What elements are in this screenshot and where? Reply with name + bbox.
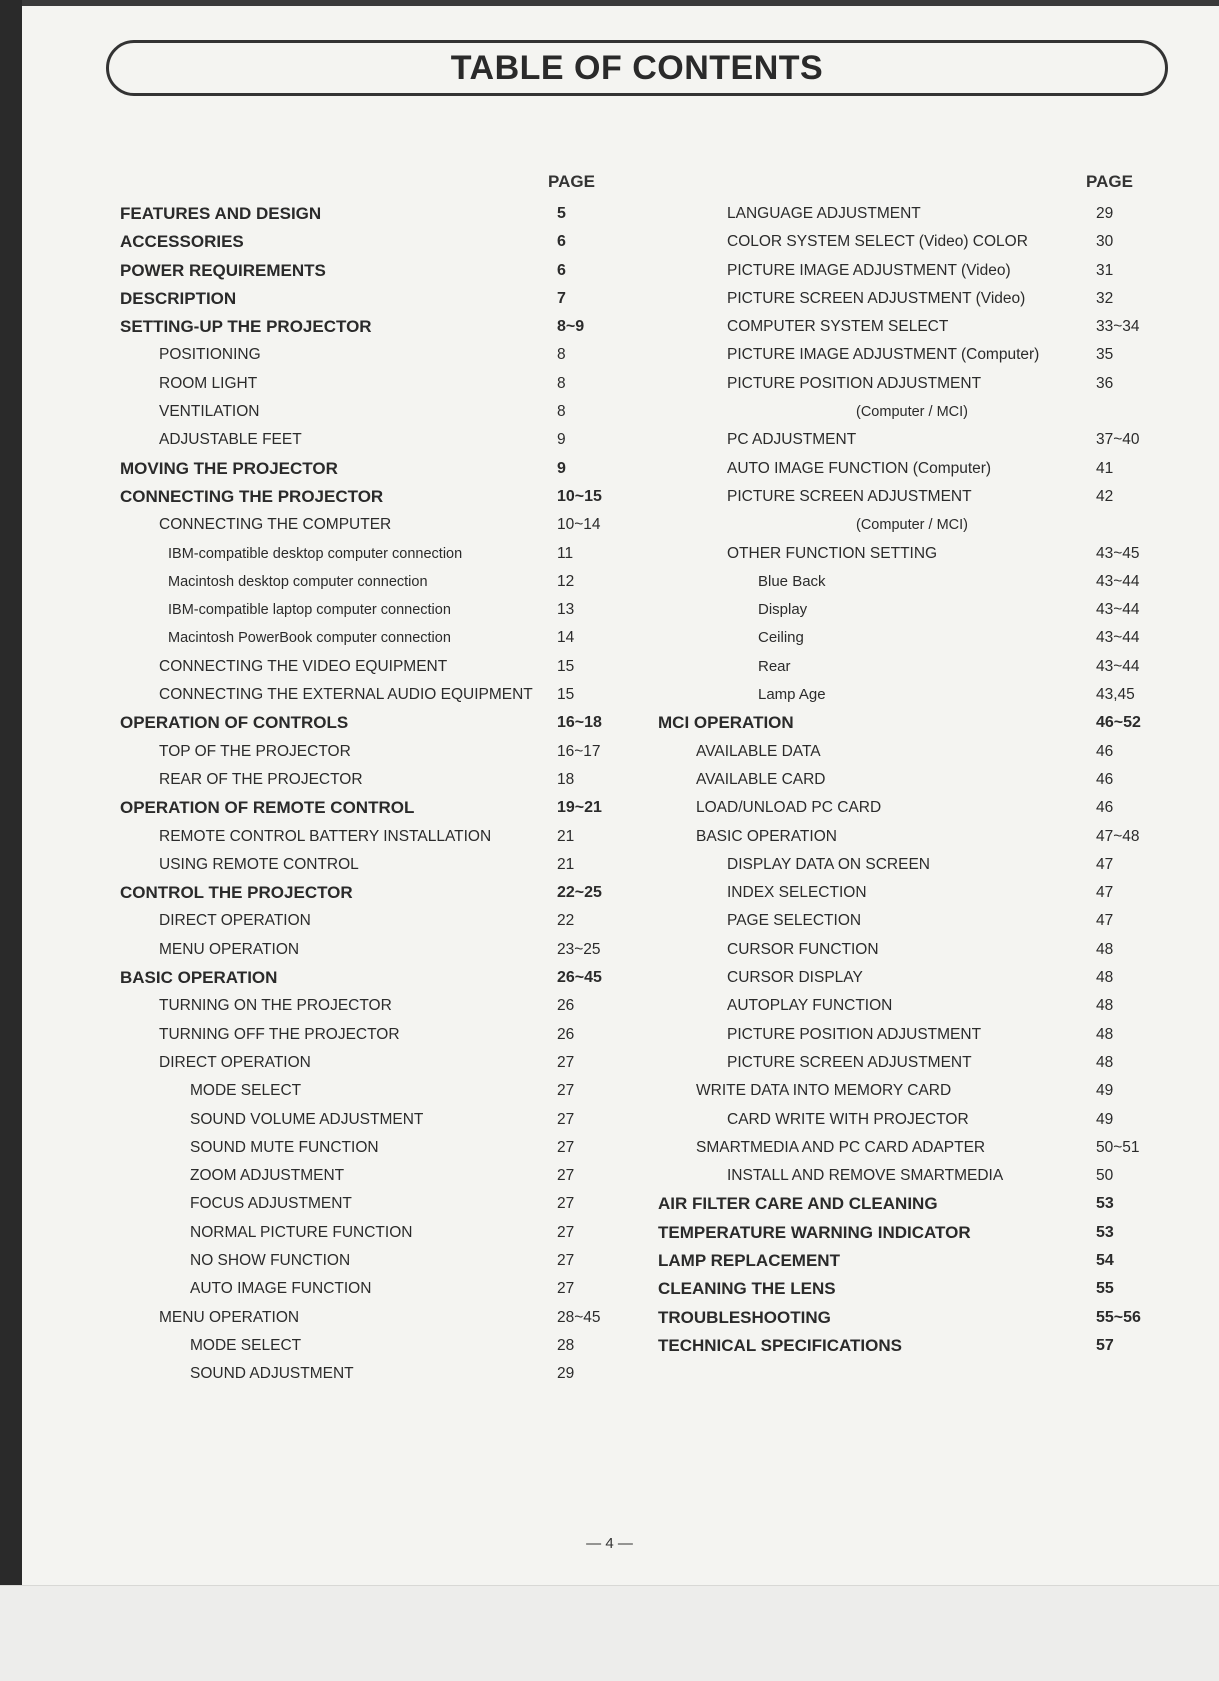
- toc-subsection-entry: [656, 285, 1156, 313]
- toc-entry-label: POSITIONING: [159, 346, 261, 364]
- toc-entry-page: 30: [1096, 233, 1114, 251]
- toc-entry-page: 31: [1096, 261, 1114, 279]
- toc-subsection-entry: [656, 794, 1156, 822]
- toc-entry-label: AVAILABLE CARD: [696, 770, 826, 788]
- toc-entry-label: CONNECTING THE VIDEO EQUIPMENT: [159, 657, 448, 675]
- toc-entry-label: PICTURE IMAGE ADJUSTMENT (Video): [727, 261, 1011, 279]
- toc-subsection-entry: [120, 1106, 620, 1134]
- toc-subsection-entry: [656, 426, 1156, 454]
- toc-entry-label: IBM-compatible desktop computer connection: [168, 545, 463, 562]
- toc-subsection-entry: [656, 624, 1156, 652]
- toc-entry-label: MODE SELECT: [190, 1082, 302, 1100]
- toc-subsection-entry: [656, 907, 1156, 935]
- toc-entry-page: 8: [557, 374, 566, 392]
- toc-entry-label: MCI OPERATION: [658, 713, 794, 733]
- toc-subsection-entry: [120, 1360, 620, 1388]
- toc-entry-label: DESCRIPTION: [120, 288, 237, 308]
- toc-entry-page: 46: [1096, 770, 1114, 788]
- toc-entry-label: ACCESSORIES: [120, 232, 244, 252]
- toc-entry-page: 48: [1096, 969, 1114, 987]
- toc-entry-page: 27: [557, 1082, 575, 1100]
- toc-entry-page: 49: [1096, 1082, 1114, 1100]
- toc-entry-page: 55~56: [1096, 1308, 1141, 1326]
- toc-subsection-entry: [656, 766, 1156, 794]
- toc-entry-label: PICTURE POSITION ADJUSTMENT: [727, 1025, 982, 1043]
- toc-section-entry: [120, 483, 620, 511]
- toc-entry-label: Rear: [758, 657, 791, 675]
- toc-entry-label: FOCUS ADJUSTMENT: [190, 1195, 352, 1213]
- toc-entry-label: AIR FILTER CARE AND CLEANING: [658, 1194, 938, 1214]
- toc-entry-page: 29: [1096, 205, 1114, 222]
- toc-entry-page: 22: [557, 912, 575, 930]
- toc-subsection-entry: [656, 1106, 1156, 1134]
- toc-subsection-entry: [120, 1049, 620, 1077]
- toc-entry-label: VENTILATION: [159, 403, 260, 421]
- toc-entry-page: 43~44: [1096, 601, 1140, 619]
- toc-subsection-entry: [656, 1077, 1156, 1105]
- toc-entry-label: (Computer / MCI): [856, 404, 968, 421]
- toc-entry-page: 12: [557, 572, 575, 590]
- toc-section-entry: [120, 200, 620, 228]
- toc-subsection-entry: [656, 540, 1156, 568]
- toc-entry-label: CONTROL THE PROJECTOR: [120, 883, 353, 903]
- toc-section-entry: [120, 879, 620, 907]
- toc-subsection-entry: [656, 228, 1156, 256]
- toc-entry-page: 53: [1096, 1195, 1114, 1213]
- toc-entry-label: PICTURE POSITION ADJUSTMENT: [727, 374, 982, 392]
- toc-entry-label: TECHNICAL SPECIFICATIONS: [658, 1335, 902, 1355]
- toc-entry-page: 27: [557, 1138, 575, 1156]
- toc-entry-label: IBM-compatible laptop computer connection: [168, 602, 451, 619]
- toc-entry-label: CONNECTING THE PROJECTOR: [120, 486, 384, 506]
- toc-entry-label: TEMPERATURE WARNING INDICATOR: [658, 1222, 971, 1242]
- toc-entry-page: 11: [557, 544, 574, 562]
- toc-entry-label: MENU OPERATION: [159, 1308, 300, 1326]
- page-top-edge: [22, 0, 1219, 6]
- toc-subsection-entry: [120, 1190, 620, 1218]
- toc-entry-page: 43,45: [1096, 686, 1135, 704]
- toc-entry-label: ADJUSTABLE FEET: [159, 431, 302, 449]
- toc-subsection-entry: [120, 568, 620, 596]
- toc-entry-label: FEATURES AND DESIGN: [120, 204, 322, 223]
- toc-entry-page: 19~21: [557, 799, 602, 817]
- toc-subsection-entry: [120, 1134, 620, 1162]
- toc-section-entry: [120, 709, 620, 737]
- toc-entry-page: 28: [557, 1336, 575, 1354]
- toc-entry-label: DIRECT OPERATION: [159, 1053, 311, 1071]
- toc-subsection-entry: [120, 341, 620, 369]
- toc-subsection-entry: [120, 681, 620, 709]
- toc-section-entry: [656, 1304, 1156, 1332]
- toc-entry-label: Macintosh desktop computer connection: [168, 573, 428, 590]
- scan-bottom-margin: [0, 1585, 1219, 1681]
- toc-entry-page: 43~44: [1096, 572, 1140, 590]
- toc-subsection-entry: [120, 1162, 620, 1190]
- page-number-footer: — 4 —: [586, 1535, 633, 1552]
- toc-subsection-entry: [656, 1134, 1156, 1162]
- toc-entry-page: 48: [1096, 1053, 1114, 1071]
- toc-subsection-entry: [656, 992, 1156, 1020]
- toc-subsection-entry: [656, 823, 1156, 851]
- toc-entry-label: Blue Back: [758, 572, 826, 590]
- toc-entry-page: 48: [1096, 997, 1114, 1015]
- toc-entry-page: 27: [557, 1053, 575, 1071]
- title-banner: [106, 40, 1168, 96]
- toc-entry-page: 46: [1096, 742, 1114, 760]
- toc-left-entries: [120, 200, 620, 1388]
- toc-subsection-entry: [656, 455, 1156, 483]
- toc-entry-page: 8~9: [557, 318, 585, 336]
- toc-subsection-entry: [120, 1021, 620, 1049]
- toc-section-entry: [120, 964, 620, 992]
- toc-subsection-entry: [656, 1162, 1156, 1190]
- toc-entry-label: MODE SELECT: [190, 1336, 302, 1354]
- toc-section-entry: [120, 313, 620, 341]
- toc-subsection-entry: [120, 653, 620, 681]
- toc-entry-page: 50: [1096, 1167, 1114, 1185]
- toc-entry-page: 27: [557, 1251, 575, 1269]
- toc-entry-label: TOP OF THE PROJECTOR: [159, 742, 351, 760]
- toc-entry-label: SETTING-UP THE PROJECTOR: [120, 317, 372, 337]
- toc-entry-page: 47: [1096, 855, 1114, 873]
- toc-entry-page: 26~45: [557, 969, 602, 987]
- toc-entry-page: 48: [1096, 940, 1114, 958]
- toc-entry-page: 7: [557, 289, 566, 307]
- toc-entry-label: AVAILABLE DATA: [696, 742, 821, 760]
- toc-entry-page: 27: [557, 1167, 575, 1185]
- toc-entry-label: TURNING OFF THE PROJECTOR: [159, 1025, 400, 1043]
- toc-entry-page: 27: [557, 1280, 575, 1298]
- toc-entry-label: PICTURE SCREEN ADJUSTMENT (Video): [727, 289, 1026, 307]
- toc-section-entry: [656, 1219, 1156, 1247]
- toc-entry-page: 28~45: [557, 1308, 601, 1326]
- toc-entry-page: 35: [1096, 346, 1114, 364]
- toc-entry-page: 47~48: [1096, 827, 1140, 845]
- toc-subsection-entry: [656, 1021, 1156, 1049]
- page-title: TABLE OF CONTENTS: [450, 48, 824, 87]
- toc-section-entry: [656, 709, 1156, 737]
- toc-subsection-entry: [120, 1275, 620, 1303]
- toc-entry-label: PICTURE SCREEN ADJUSTMENT: [727, 1053, 972, 1071]
- toc-entry-page: 53: [1096, 1223, 1114, 1241]
- toc-entry-page: 55: [1096, 1280, 1114, 1298]
- toc-section-entry: [656, 1247, 1156, 1275]
- toc-entry-label: SOUND MUTE FUNCTION: [190, 1138, 379, 1156]
- toc-entry-page: 27: [557, 1195, 575, 1213]
- toc-entry-label: CLEANING THE LENS: [658, 1279, 836, 1299]
- toc-entry-label: DIRECT OPERATION: [159, 912, 311, 930]
- toc-subsection-entry: [656, 738, 1156, 766]
- toc-subsection-entry: [656, 341, 1156, 369]
- toc-entry-page: 42: [1096, 487, 1114, 505]
- toc-subsection-entry: [120, 936, 620, 964]
- toc-entry-label: CONNECTING THE COMPUTER: [159, 516, 392, 534]
- toc-entry-page: 26: [557, 1025, 575, 1043]
- toc-entry-page: 47: [1096, 884, 1114, 902]
- toc-subsection-entry: [656, 681, 1156, 709]
- toc-subsection-entry: [656, 851, 1156, 879]
- toc-entry-label: PICTURE IMAGE ADJUSTMENT (Computer): [727, 346, 1040, 364]
- toc-entry-label: BASIC OPERATION: [120, 968, 278, 988]
- toc-entry-label: PAGE SELECTION: [727, 912, 862, 930]
- toc-entry-label: Lamp Age: [758, 686, 826, 704]
- toc-entry-page: 48: [1096, 1025, 1114, 1043]
- toc-entry-label: MOVING THE PROJECTOR: [120, 458, 338, 478]
- toc-entry-page: 43~44: [1096, 629, 1140, 647]
- toc-entry-page: 8: [557, 403, 566, 421]
- toc-entry-label: Macintosh PowerBook computer connection: [168, 630, 451, 647]
- toc-subsection-entry: [656, 568, 1156, 596]
- toc-subsection-entry: [120, 540, 620, 568]
- toc-entry-label: WRITE DATA INTO MEMORY CARD: [696, 1082, 952, 1100]
- toc-subsection-entry: [656, 879, 1156, 907]
- toc-subsection-entry: [120, 851, 620, 879]
- toc-entry-page: 27: [557, 1110, 575, 1128]
- toc-entry-label: PICTURE SCREEN ADJUSTMENT: [727, 487, 972, 505]
- toc-entry-label: AUTO IMAGE FUNCTION (Computer): [727, 459, 992, 477]
- toc-subsection-entry: [656, 370, 1156, 398]
- toc-entry-label: ROOM LIGHT: [159, 374, 258, 392]
- toc-entry-label: REMOTE CONTROL BATTERY INSTALLATION: [159, 827, 492, 845]
- toc-subsection-entry: [120, 738, 620, 766]
- toc-entry-label: TROUBLESHOOTING: [658, 1307, 831, 1327]
- toc-subsection-entry: [656, 596, 1156, 624]
- toc-entry-label: BASIC OPERATION: [696, 827, 837, 845]
- toc-subsection-entry: [120, 992, 620, 1020]
- toc-entry-page: 41: [1096, 459, 1114, 477]
- toc-subsection-entry: [120, 1304, 620, 1332]
- toc-entry-page: 21: [557, 827, 575, 845]
- toc-entry-page: 15: [557, 686, 575, 704]
- toc-entry-page: 14: [557, 629, 575, 647]
- toc-subsection-entry: [120, 426, 620, 454]
- page-column-header-left: PAGE: [548, 172, 595, 191]
- toc-section-entry: [656, 1332, 1156, 1360]
- toc-entry-page: 26: [557, 997, 575, 1015]
- toc-section-entry: [120, 228, 620, 256]
- toc-entry-label: OPERATION OF CONTROLS: [120, 713, 349, 733]
- toc-entry-label: OPERATION OF REMOTE CONTROL: [120, 798, 415, 818]
- toc-entry-label: POWER REQUIREMENTS: [120, 260, 326, 280]
- toc-entry-page: 49: [1096, 1110, 1114, 1128]
- toc-subsection-entry: [120, 398, 620, 426]
- toc-subsection-entry: [656, 200, 1156, 228]
- page-binding-edge: [0, 0, 22, 1585]
- toc-entry-page: 29: [557, 1365, 575, 1383]
- toc-subsection-entry: [656, 936, 1156, 964]
- toc-entry-page: 8: [557, 346, 566, 364]
- toc-entry-label: AUTO IMAGE FUNCTION: [190, 1280, 372, 1298]
- toc-entry-page: 47: [1096, 912, 1114, 930]
- toc-entry-page: 23~25: [557, 940, 601, 958]
- toc-entry-page: 33~34: [1096, 318, 1140, 336]
- toc-entry-label: OTHER FUNCTION SETTING: [727, 544, 938, 562]
- toc-entry-label: CARD WRITE WITH PROJECTOR: [727, 1110, 969, 1128]
- toc-right-entries: [656, 200, 1156, 1360]
- toc-entry-page: 9: [557, 459, 566, 477]
- toc-entry-page: 46~52: [1096, 714, 1141, 732]
- toc-entry-page: 15: [557, 657, 575, 675]
- toc-entry-page: 10~15: [557, 487, 602, 505]
- toc-subsection-entry: [120, 596, 620, 624]
- toc-section-entry: [656, 1275, 1156, 1303]
- toc-entry-label: NORMAL PICTURE FUNCTION: [190, 1223, 413, 1241]
- toc-subsection-entry: [120, 766, 620, 794]
- toc-section-entry: [120, 285, 620, 313]
- toc-entry-label: SMARTMEDIA AND PC CARD ADAPTER: [696, 1138, 986, 1156]
- toc-subsection-entry: [120, 907, 620, 935]
- toc-entry-page: 37~40: [1096, 431, 1140, 449]
- toc-entry-page: 46: [1096, 799, 1114, 817]
- toc-entry-label: ZOOM ADJUSTMENT: [190, 1167, 345, 1185]
- toc-entry-label: REAR OF THE PROJECTOR: [159, 770, 363, 788]
- toc-entry-label: MENU OPERATION: [159, 940, 300, 958]
- toc-entry-label: Display: [758, 601, 808, 619]
- toc-subsection-entry: [120, 1247, 620, 1275]
- toc-entry-page: 43~44: [1096, 657, 1140, 675]
- toc-entry-page: 6: [557, 233, 566, 251]
- toc-subsection-entry: [656, 653, 1156, 681]
- toc-entry-page: 21: [557, 855, 575, 873]
- toc-entry-label: CONNECTING THE EXTERNAL AUDIO EQUIPMENT: [159, 686, 533, 704]
- toc-section-entry: [120, 794, 620, 822]
- toc-entry-label: LAMP REPLACEMENT: [658, 1250, 840, 1270]
- toc-entry-page: 43~45: [1096, 544, 1140, 562]
- toc-subsection-entry: [656, 257, 1156, 285]
- toc-entry-page: 16~18: [557, 714, 602, 732]
- toc-entry-page: 27: [557, 1223, 575, 1241]
- toc-entry-page: 16~17: [557, 742, 601, 760]
- toc-entry-label: USING REMOTE CONTROL: [159, 855, 359, 873]
- toc-subsection-entry: [656, 1049, 1156, 1077]
- toc-entry-label: CURSOR FUNCTION: [727, 940, 879, 958]
- toc-entry-page: 36: [1096, 374, 1114, 392]
- toc-subsection-entry: [656, 964, 1156, 992]
- toc-entry-page: 22~25: [557, 884, 602, 902]
- toc-entry-label: INDEX SELECTION: [727, 884, 867, 902]
- toc-subsection-entry: [120, 1077, 620, 1105]
- toc-entry-page: 18: [557, 770, 575, 788]
- toc-section-entry: [120, 257, 620, 285]
- toc-entry-label: PC ADJUSTMENT: [727, 431, 857, 449]
- toc-entry-label: COLOR SYSTEM SELECT (Video) COLOR: [727, 233, 1028, 251]
- toc-entry-page: 54: [1096, 1251, 1114, 1269]
- toc-entry-label: NO SHOW FUNCTION: [190, 1251, 351, 1269]
- toc-entry-label: COMPUTER SYSTEM SELECT: [727, 318, 949, 336]
- toc-section-entry: [120, 455, 620, 483]
- toc-entry-label: TURNING ON THE PROJECTOR: [159, 997, 392, 1015]
- toc-entry-label: (Computer / MCI): [856, 517, 968, 534]
- toc-entry-label: SOUND VOLUME ADJUSTMENT: [190, 1110, 424, 1128]
- toc-entry-label: LANGUAGE ADJUSTMENT: [727, 205, 921, 222]
- toc-subsection-entry: [120, 1219, 620, 1247]
- toc-subsection-entry: [120, 511, 620, 539]
- toc-entry-page: 6: [557, 261, 566, 279]
- toc-subsection-entry: [120, 370, 620, 398]
- toc-entry-label: Ceiling: [758, 629, 804, 647]
- toc-entry-page: 9: [557, 431, 566, 449]
- toc-subsection-entry: [120, 624, 620, 652]
- toc-entry-label: DISPLAY DATA ON SCREEN: [727, 855, 930, 873]
- toc-entry-label: AUTOPLAY FUNCTION: [727, 997, 893, 1015]
- toc-entry-page: 5: [557, 205, 566, 222]
- toc-subsection-entry: [120, 1332, 620, 1360]
- toc-entry-page: 57: [1096, 1336, 1114, 1354]
- toc-section-entry: [656, 1190, 1156, 1218]
- toc-subsection-entry: [656, 313, 1156, 341]
- toc-subsection-entry: [656, 398, 1156, 426]
- toc-subsection-entry: [656, 511, 1156, 539]
- toc-entry-label: SOUND ADJUSTMENT: [190, 1365, 354, 1383]
- page-column-header-right: PAGE: [1086, 172, 1133, 191]
- toc-entry-page: 32: [1096, 289, 1114, 307]
- toc-entry-label: LOAD/UNLOAD PC CARD: [696, 799, 882, 817]
- toc-entry-page: 50~51: [1096, 1138, 1140, 1156]
- toc-entry-label: INSTALL AND REMOVE SMARTMEDIA: [727, 1167, 1004, 1185]
- toc-entry-label: CURSOR DISPLAY: [727, 969, 863, 987]
- toc-entry-page: 13: [557, 601, 575, 619]
- toc-entry-page: 10~14: [557, 516, 601, 534]
- toc-subsection-entry: [656, 483, 1156, 511]
- toc-subsection-entry: [120, 823, 620, 851]
